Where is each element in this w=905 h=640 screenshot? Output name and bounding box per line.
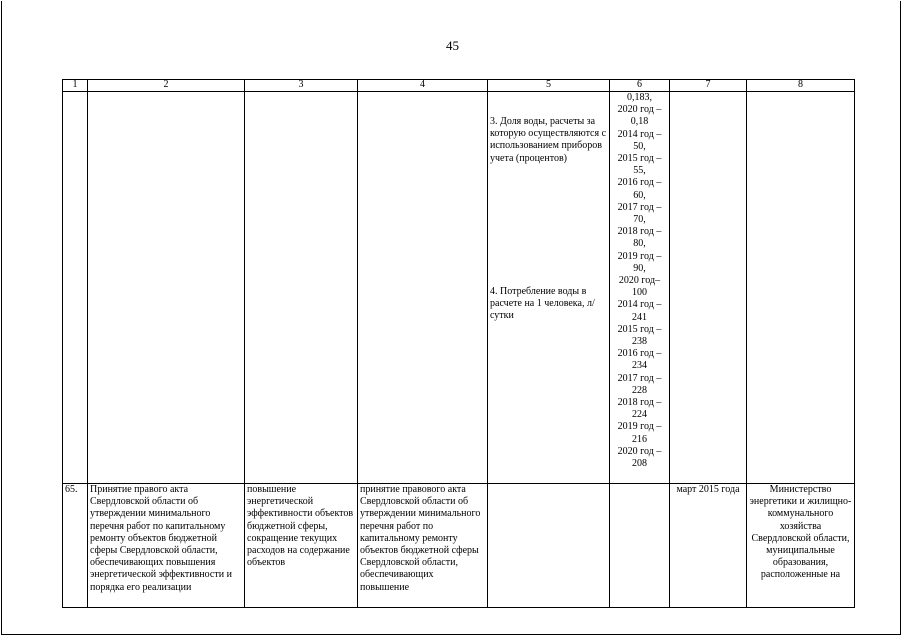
header-cell: 4 — [358, 80, 488, 92]
value-line: 208 — [632, 458, 647, 470]
cell-empty — [245, 92, 358, 484]
value-line: 2016 год – — [617, 348, 662, 360]
deadline: март 2015 года — [670, 484, 747, 608]
header-cell: 6 — [610, 80, 670, 92]
value-line: 2017 год – — [617, 372, 662, 384]
value-line: 2016 год – — [617, 177, 662, 189]
indicator-3-text: 3. Доля воды, расчеты за которую осуществляются с использованием приборов учета (процентов) — [490, 116, 607, 164]
value-line: 0,18 — [630, 116, 649, 128]
cell-empty — [358, 92, 488, 484]
measure-goal: повышение энергетической эффективности объектов бюджетной сферы, сокращение текущих расходов на содержание объектов — [245, 484, 358, 608]
measure-result: принятие правового акта Свердловской области об утверждении минимального перечня работ по капитальному ремонту объектов бюджетной сферы Свердловской области, обеспечивающих повышение — [358, 484, 488, 608]
values-cell — [610, 92, 670, 484]
header-cell: 8 — [747, 80, 855, 92]
value-line: 2014 год – — [617, 299, 662, 311]
cell-empty — [63, 92, 88, 484]
value-line: 228 — [632, 384, 647, 396]
value-line: 0,183, — [627, 92, 652, 103]
value-line: 55, — [633, 165, 646, 177]
document-table — [62, 79, 855, 608]
indicator-4-text: 4. Потребление воды в расчете на 1 человека, л/сутки — [490, 285, 595, 322]
value-line: 100 — [632, 287, 647, 299]
value-line: 2018 год – — [617, 397, 662, 409]
table-row — [63, 92, 855, 484]
value-line: 2020 год– — [618, 275, 661, 287]
value-line: 80, — [633, 238, 646, 250]
values-indicator-4 — [612, 299, 667, 470]
value-line: 234 — [632, 360, 647, 372]
table-row — [63, 484, 855, 608]
value-line: 70, — [633, 214, 646, 226]
value-line: 2015 год – — [617, 323, 662, 335]
value-line: 2020 год – — [617, 445, 662, 457]
value-line: 2015 год – — [617, 153, 662, 165]
value-line: 2014 год – — [617, 128, 662, 140]
row-number: 65. — [63, 484, 88, 608]
measure-name: Принятие правого акта Свердловской области об утверждении минимального перечня работ по капитальному ремонту объектов бюджетной сферы Свердловской области, обеспечивающих повышения энергетической эффективности и порядка его реализации — [88, 484, 245, 608]
value-line: 2019 год – — [617, 421, 662, 433]
cell-empty — [670, 92, 747, 484]
header-cell: 5 — [488, 80, 610, 92]
value-line: 90, — [633, 262, 646, 274]
cell-empty — [488, 484, 610, 608]
value-line: 238 — [632, 336, 647, 348]
value-line: 241 — [632, 311, 647, 323]
responsible: Министерство энергетики и жилищно-коммунального хозяйства Свердловской области, муниципальные образования, расположенные на — [747, 484, 855, 608]
value-line: 60, — [633, 189, 646, 201]
value-line: 2018 год – — [617, 226, 662, 238]
value-line: 2020 год – — [617, 104, 662, 116]
cell-empty — [747, 92, 855, 484]
table-header-row — [63, 80, 855, 92]
values-indicator-3 — [612, 129, 667, 300]
value-line: 216 — [632, 433, 647, 445]
header-cell: 1 — [63, 80, 88, 92]
page-number: 45 — [446, 38, 459, 53]
value-line: 224 — [632, 409, 647, 421]
header-cell: 7 — [670, 80, 747, 92]
value-line: 50, — [633, 140, 646, 152]
header-cell: 2 — [88, 80, 245, 92]
values-prev — [612, 92, 667, 129]
cell-empty — [88, 92, 245, 484]
cell-empty — [610, 484, 670, 608]
header-cell: 3 — [245, 80, 358, 92]
indicator-cell — [488, 92, 610, 484]
value-line: 2017 год – — [617, 201, 662, 213]
value-line: 2019 год – — [617, 250, 662, 262]
